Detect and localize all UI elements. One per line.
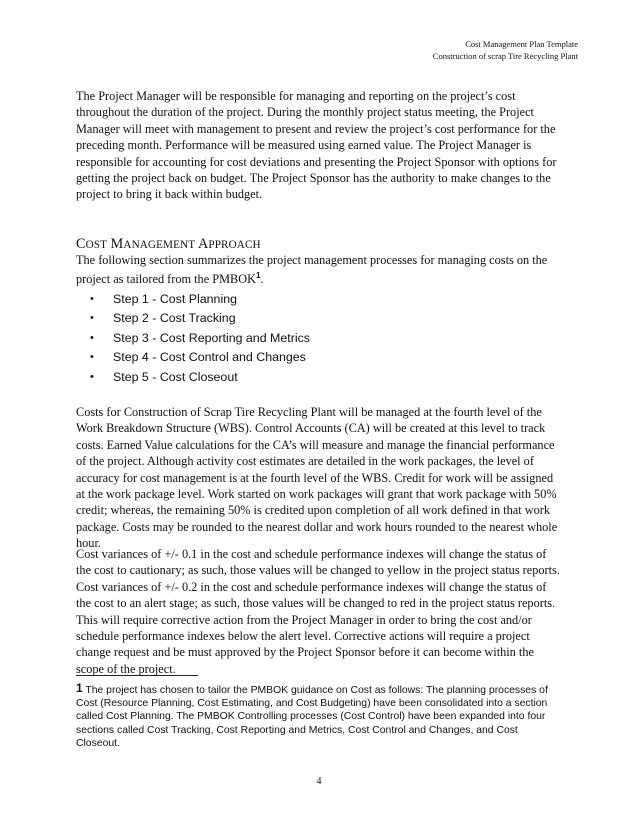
bullet-icon: • (90, 312, 94, 325)
footnote (76, 682, 560, 750)
heading-rest-1: OST (85, 239, 108, 251)
heading-cap-1: C (76, 236, 86, 252)
header-title: Cost Management Plan Template (465, 39, 578, 49)
step-label: Step 4 - Cost Control and Changes (113, 350, 306, 365)
approach-text-end: . (260, 272, 264, 287)
list-item (76, 290, 560, 309)
footnote-divider (76, 675, 198, 676)
step-label: Step 5 - Cost Closeout (113, 369, 238, 384)
wbs-paragraph: Costs for Construction of Scrap Tire Recycling Plant will be managed at the fourth level of the Work Breakdown Structure (WBS). Control Accounts (CA) will be created at this level to track costs. Earned Value calculations for the CA’s will measure and manage the financial performance of the project. Although activity cost estimates are detailed in the work packages, the level of accuracy for cost management is at the fourth level of the WBS. Credit for work will be assigned at the work package level. Work started on work packages will grant that work package with 50% credit; whereas, the remaining 50% is credited upon completion of all work defined in that work package. Costs may be rounded to the nearest dollar and work hours rounded to the nearest whole hour. (76, 405, 558, 551)
bullet-icon: • (90, 351, 94, 364)
bullet-icon: • (90, 293, 94, 305)
page-number: 4 (316, 776, 322, 787)
bullet-icon: • (90, 370, 94, 383)
section-heading (76, 236, 261, 253)
footnote-mark: 1 (76, 681, 83, 695)
list-item (76, 348, 560, 367)
approach-text: The following section summarizes the project management processes for managing costs on the project as tailored from the PMBOK (76, 253, 548, 287)
approach-paragraph (76, 252, 560, 288)
intro-paragraph: The Project Manager will be responsible for managing and reporting on the project’s cost throughout the duration of the project. During the monthly project status meeting, the Project Manager will meet with management to present and review the project’s cost performance for the preceding month. Performance will be measured using earned value. The Project Manager is responsible for accounting for cost deviations and presenting the Project Sponsor with options for getting the project back on budget. The Project Sponsor has the authority to make changes to the project to bring it back within budget. (76, 89, 557, 202)
heading-cap-3: A (198, 236, 209, 252)
header-subtitle: Construction of scrap Tire Recycling Plant (432, 51, 578, 61)
steps-list (76, 290, 560, 387)
list-item (76, 368, 560, 387)
list-item (76, 329, 560, 348)
list-item (76, 309, 560, 328)
footnote-text: The project has chosen to tailor the PMBOK guidance on Cost as follows: The planning processes of Cost (Resource Planning, Cost Estimating, and Cost Budgeting) have been consolidated into a section called Cost Planning. The PMBOK Controlling processes (Cost Control) have been expanded into four sections called Cost Tracking, Cost Reporting and Metrics, Cost Control and Changes, and Cost Closeout. (76, 685, 548, 749)
step-label: Step 3 - Cost Reporting and Metrics (113, 330, 310, 345)
heading-rest-3: PPROACH (208, 239, 261, 251)
heading-cap-2: M (110, 236, 124, 252)
variance-paragraph: Cost variances of +/- 0.1 in the cost and schedule performance indexes will change the status of the cost to cautionary; as such, those values will be changed to yellow in the project status reports. Cost variances of +/- 0.2 in the cost and schedule performance indexes will change the status of the cost to an alert stage; as such, those values will be changed to red in the project status reports. This will require corrective action from the Project Manager in order to bring the cost and/or schedule performance indexes below the alert level. Corrective actions will require a project change request and be must approved by the Project Sponsor before it can become within the scope of the project. (76, 547, 560, 676)
footnote-reference[interactable]: 1 (255, 271, 261, 281)
bullet-icon: • (90, 331, 94, 344)
step-label: Step 2 - Cost Tracking (113, 311, 236, 326)
page-header (258, 38, 578, 62)
step-label: Step 1 - Cost Planning (113, 292, 237, 306)
heading-rest-2: ANAGEMENT (123, 239, 196, 251)
